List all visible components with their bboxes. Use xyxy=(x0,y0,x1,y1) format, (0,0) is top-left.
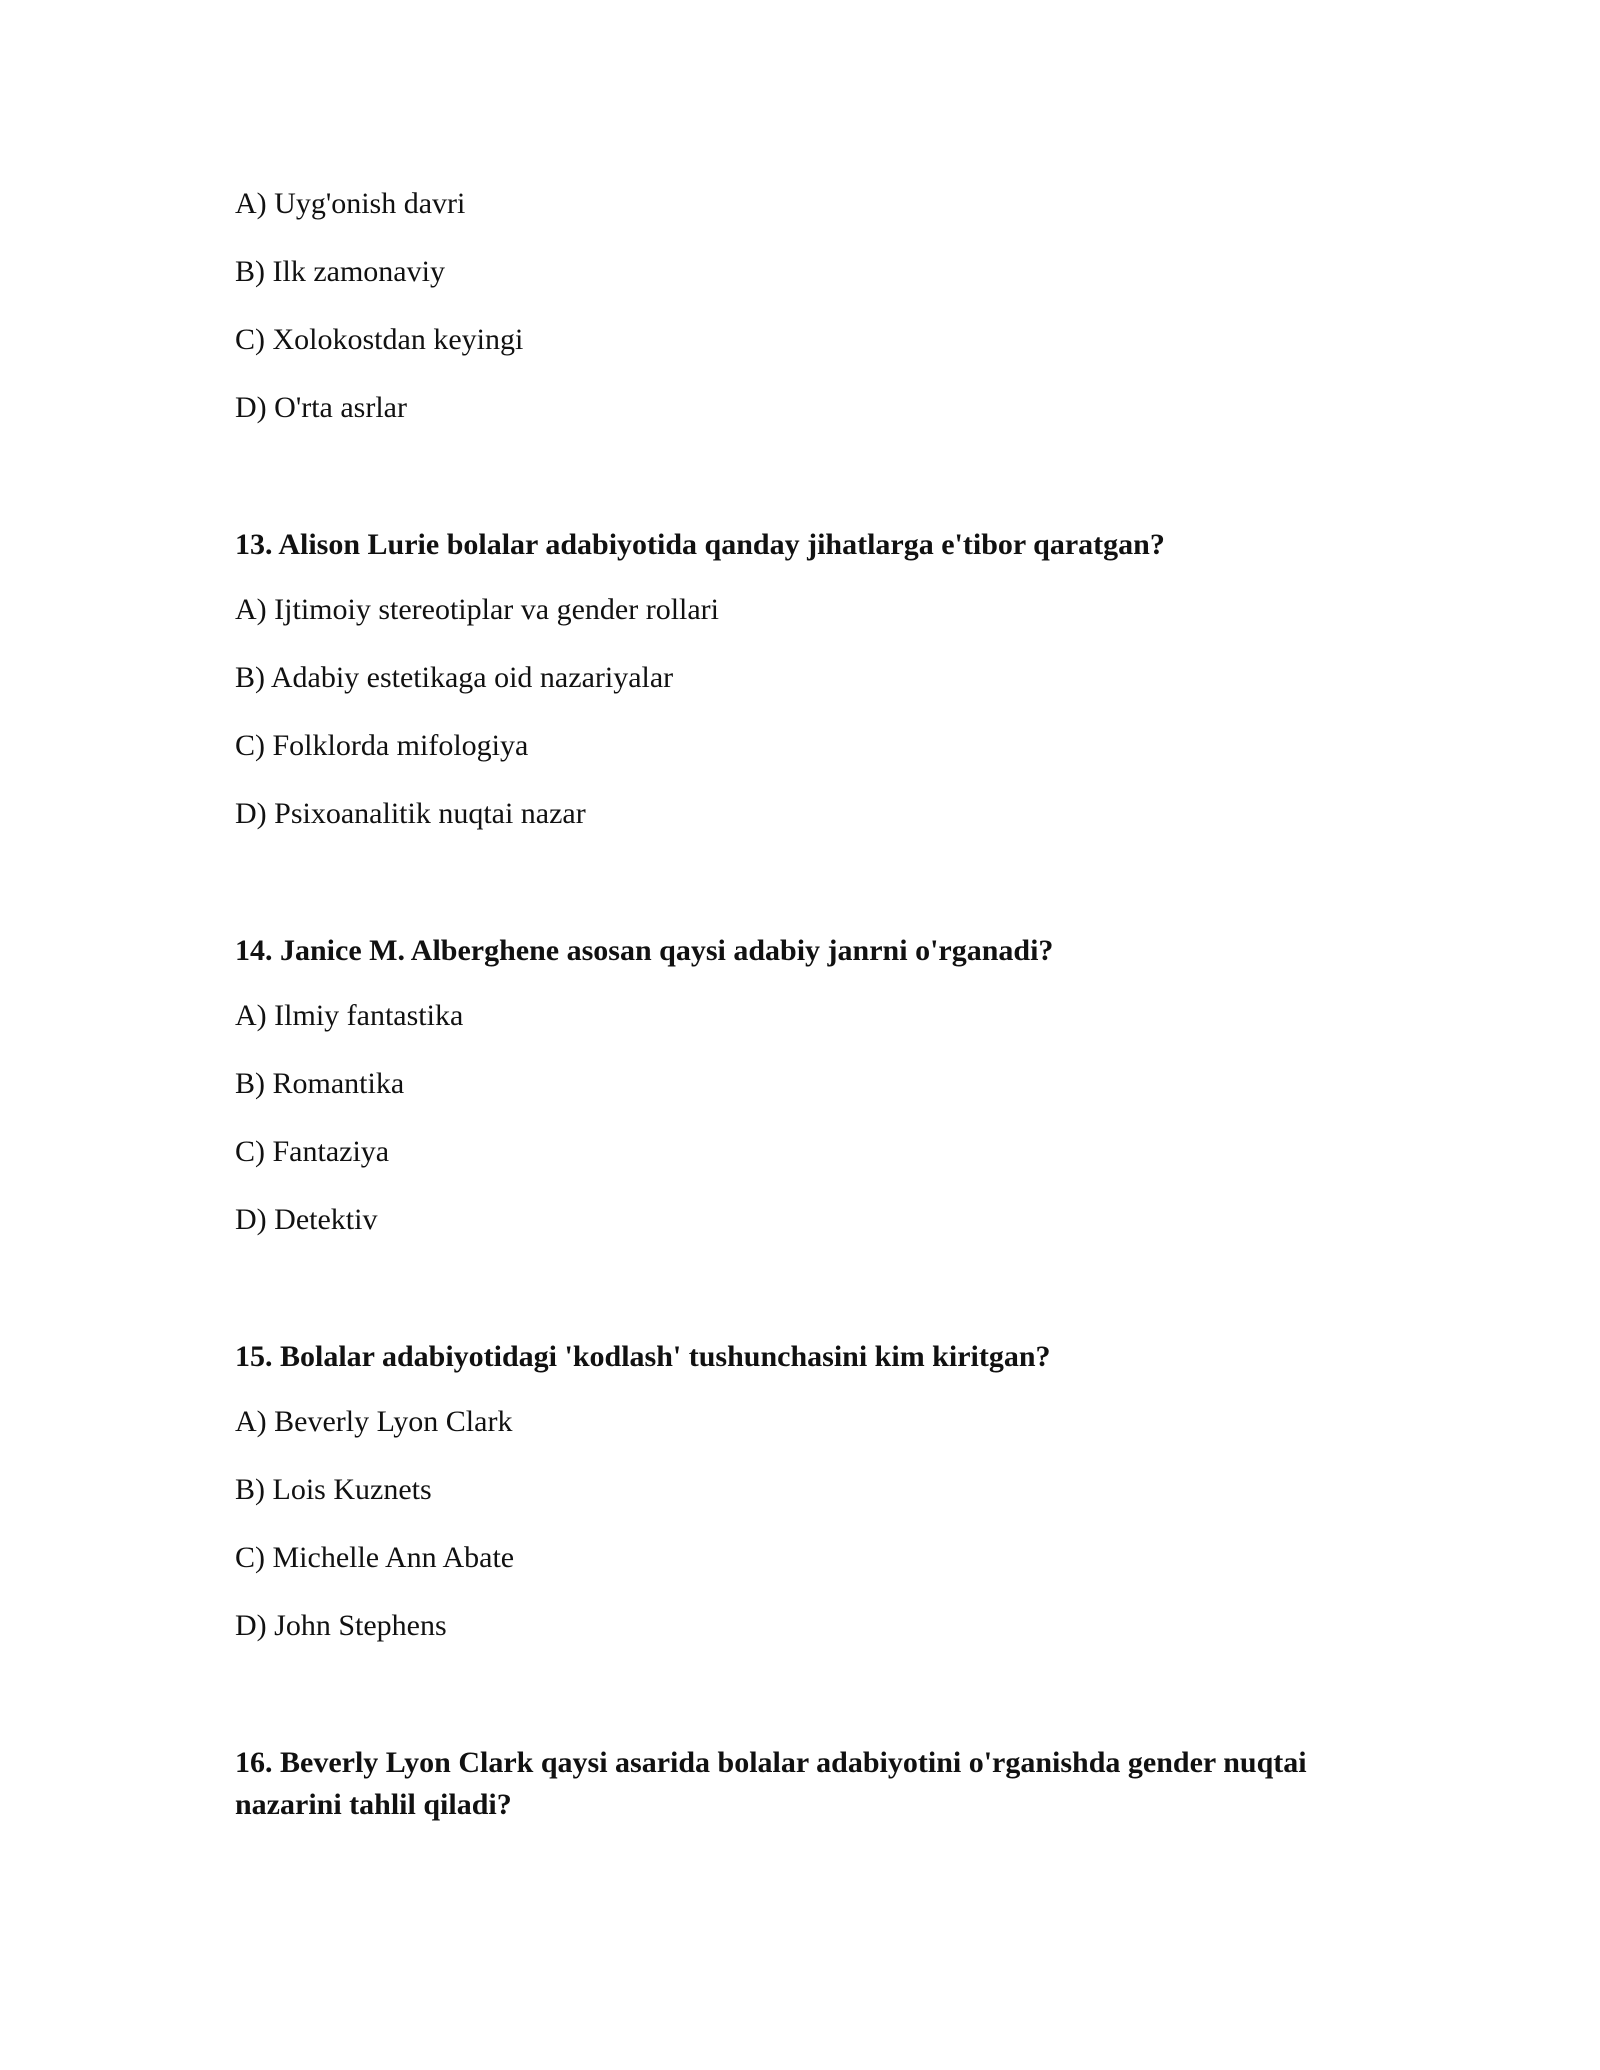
document-page xyxy=(235,186,1395,1852)
option-b: B) Romantika xyxy=(235,1067,405,1100)
option-d: D) O'rta asrlar xyxy=(235,391,407,424)
option-c: C) Folklorda mifologiya xyxy=(235,729,529,762)
option-b: B) Ilk zamonaviy xyxy=(235,255,445,288)
question-16 xyxy=(235,1742,1395,1826)
question-14-text: 14. Janice M. Alberghene asosan qaysi adabiy janrni o'rganadi? xyxy=(235,934,1054,967)
option-a: A) Ilmiy fantastika xyxy=(235,999,464,1032)
option-a: A) Uyg'onish davri xyxy=(235,187,466,220)
option-d: D) John Stephens xyxy=(235,1609,447,1642)
question-13 xyxy=(235,524,1395,832)
option-c: C) Fantaziya xyxy=(235,1135,390,1168)
option-a: A) Ijtimoiy stereotiplar va gender rollari xyxy=(235,593,719,626)
question-12-options xyxy=(235,186,1395,426)
option-b: B) Adabiy estetikaga oid nazariyalar xyxy=(235,661,674,694)
option-b: B) Lois Kuznets xyxy=(235,1473,432,1506)
option-d: D) Psixoanalitik nuqtai nazar xyxy=(235,797,586,830)
option-d: D) Detektiv xyxy=(235,1203,378,1236)
option-c: C) Michelle Ann Abate xyxy=(235,1541,515,1574)
option-a: A) Beverly Lyon Clark xyxy=(235,1405,513,1438)
question-16-text: 16. Beverly Lyon Clark qaysi asarida bolalar adabiyotini o'rganishda gender nuqtai nazarini tahlil qiladi? xyxy=(235,1746,1307,1821)
option-c: C) Xolokostdan keyingi xyxy=(235,323,524,356)
question-14 xyxy=(235,930,1395,1238)
question-15-text: 15. Bolalar adabiyotidagi 'kodlash' tushunchasini kim kiritgan? xyxy=(235,1340,1051,1373)
question-13-text: 13. Alison Lurie bolalar adabiyotida qanday jihatlarga e'tibor qaratgan? xyxy=(235,528,1165,561)
question-15 xyxy=(235,1336,1395,1644)
